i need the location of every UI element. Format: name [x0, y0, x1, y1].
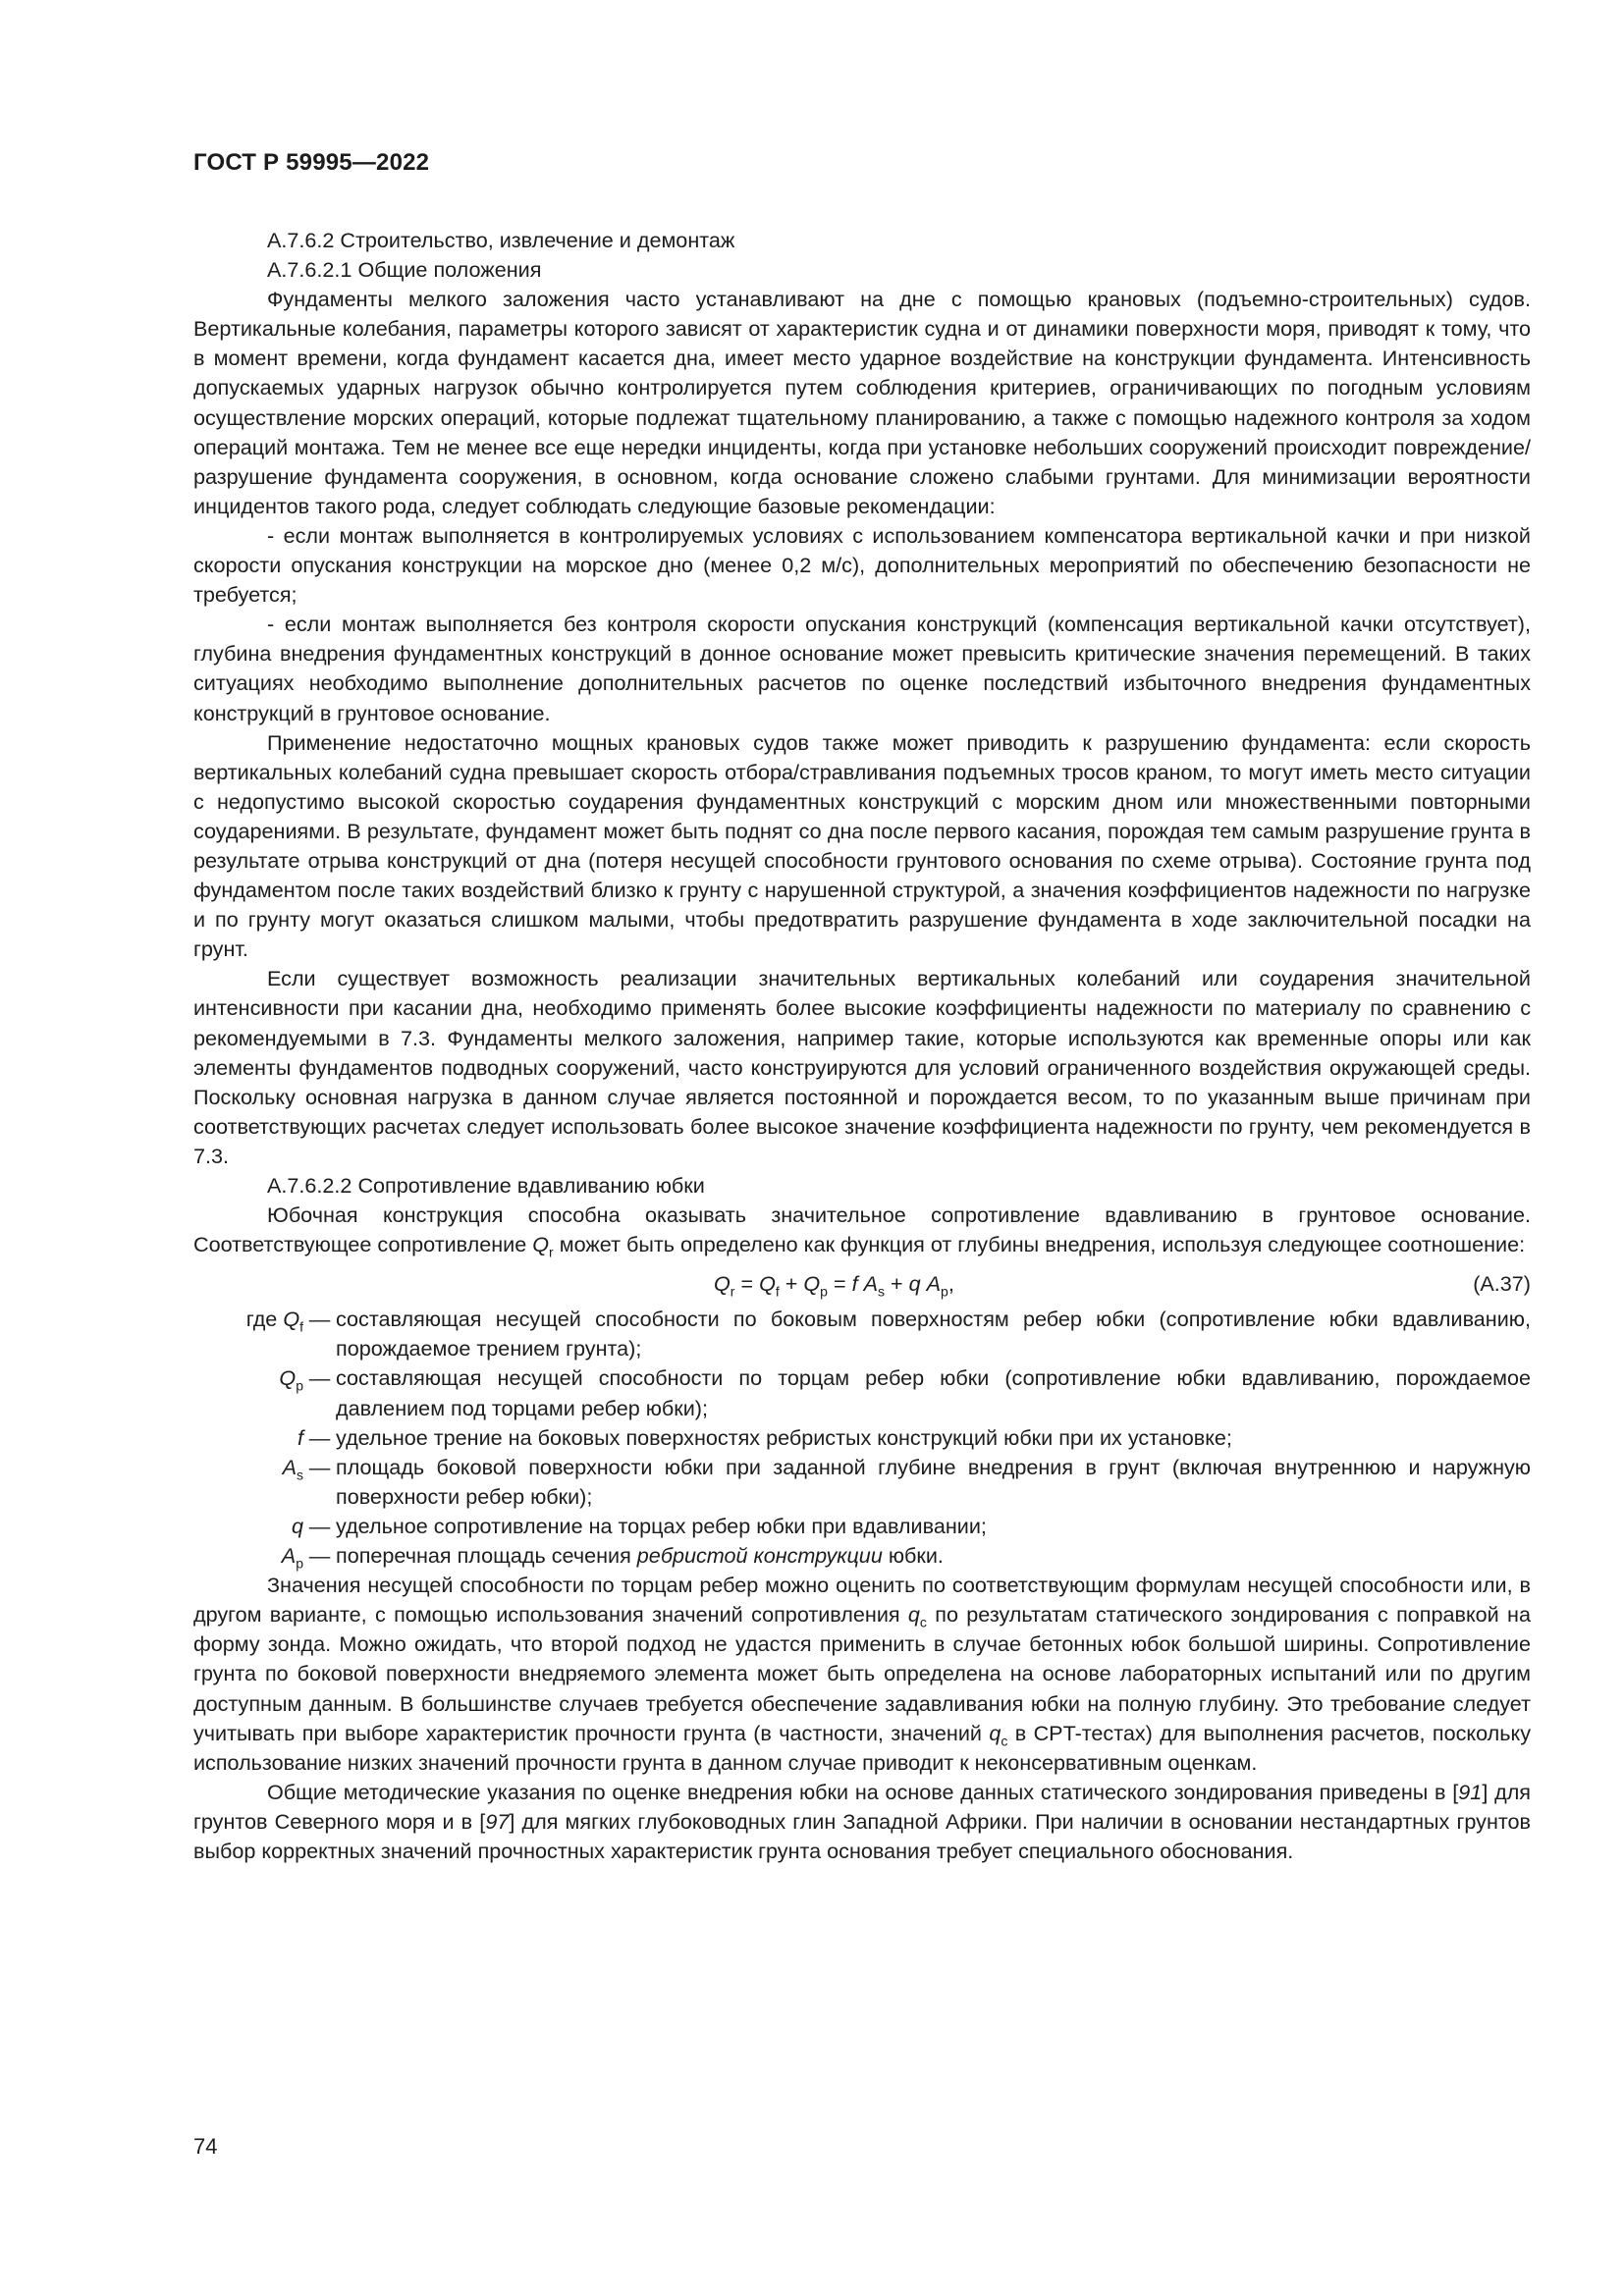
definition-item: где $Q_f$ — составляющая несущей способности по боковым поверхностям ребер юбки (сопротивление юбки вдавливанию, порождаемое трением грунта); — [245, 1307, 1531, 1362]
bullet-item: - если монтаж выполняется без контроля скорости опускания конструкций (компенсация вертикальной качки отсутствует), глубина внедрения фундаментных конструкций в донное основание может превысить критические значения перемещений. В таких ситуациях необходимо выполнение дополнительных расчетов по оценке последствий избыточного внедрения фундаментных конструкций в грунтовое основание. — [193, 612, 1531, 725]
equation — [193, 1263, 1531, 1301]
bullet-item: - если монтаж выполняется в контролируемых условиях с использованием компенсатора вертикальной качки и при низкой скорости опускания конструкции на морское дно (менее 0,2 м/с), дополнительных мероприятий по обеспечению безопасности не требуется; — [193, 522, 1531, 608]
definitions-list — [193, 1305, 1531, 1571]
paragraph: Если существует возможность реализации значительных вертикальных колебаний или соударения значительной интенсивности при касании дна, необходимо применять более высокие коэффициенты надежности по материалу по сравнению с рекомендуемыми в 7.3. Фундаменты мелкого заложения, например такие, которые используются как временные опоры или как элементы фундаментов подводных сооружений, часто конструируются для условий ограниченного воздействия окружающей среды. Поскольку основная нагрузка в данном случае является постоянной и порождается весом, то по указанным выше причинам при соответствующих расчетах следует использовать более высокое значение коэффициента надежности по грунту, чем рекомендуется в 7.3. — [193, 966, 1531, 1168]
paragraph: Юбочная конструкция способна оказывать значительное сопротивление вдавливанию в грунтовое основание. Соответствующее сопротивление $Q_r$ может быть определено как функция от глубины внедрения, используя следующее соотношение: — [193, 1202, 1531, 1260]
document-body — [193, 226, 1531, 1866]
page-number: 74 — [193, 2134, 218, 2159]
equation-formula: $Q_r = Q_f + Q_p = f$ $A_s + q$ $A_p$, — [714, 1271, 954, 1300]
paragraph: Фундаменты мелкого заложения часто устанавливают на дне с помощью крановых (подъемно-строительных) судов. Вертикальные колебания, параметры которого зависят от характеристик судна и от динамики поверхности моря, приводят к тому, что в момент времени, когда фундамент касается дна, имеет место ударное воздействие на конструкции фундамента. Интенсивность допускаемых ударных нагрузок обычно контролируется путем соблюдения критериев, ограничивающих по погодным условиям осуществление морских операций, которые подлежат тщательному планированию, а также с помощью надежного контроля за ходом операций монтажа. Тем не менее все еще нередки инциденты, когда при установке небольших сооружений происходит повреждение/разрушение фундамента сооружения, в основном, когда основание сложено слабыми грунтами. Для минимизации вероятности инцидентов такого рода, следует соблюдать следующие базовые рекомендации: — [193, 287, 1531, 518]
definition-item: q — удельное сопротивление на торцах ребер юбки при вдавливании; — [291, 1513, 987, 1538]
citation-ref: 91 — [1458, 1779, 1483, 1804]
definition-item: $A_s$ — площадь боковой поверхности юбки при заданной глубине внедрения в грунт (включая внутреннюю и наружную поверхности ребер юбки); — [282, 1454, 1531, 1509]
paragraph: Применение недостаточно мощных крановых судов также может приводить к разрушению фундамента: если скорость вертикальных колебаний судна превышает скорость отбора/стравливания подъемных тросов краном, то могут иметь место ситуации с недопустимо высокой скоростью соударения фундаментных конструкций с морским дном или множественными повторными соударениями. В результате, фундамент может быть поднят со дна после первого касания, порождая тем самым разрушение грунта в результате отрыва конструкций от дна (потеря несущей способности грунтового основания по схеме отрыва). Состояние грунта под фундаментом после таких воздействий близко к грунту с нарушенной структурой, а значения коэффициентов надежности по нагрузке и по грунту могут оказаться слишком малыми, чтобы предотвратить разрушение фундамента в ходе заключительной посадки на грунт. — [193, 729, 1531, 962]
subsection-heading: А.7.6.2.2 Сопротивление вдавливанию юбки — [267, 1173, 705, 1198]
citation-ref: 97 — [485, 1808, 510, 1834]
subsection-heading: А.7.6.2.1 Общие положения — [267, 257, 542, 283]
equation-number: (А.37) — [1473, 1271, 1531, 1297]
standard-header: ГОСТ Р 59995—2022 — [193, 149, 430, 176]
definition-item: $Q_p$ — составляющая несущей способности по торцам ребер юбки (сопротивление юбки вдавливанию, порождаемое давлением под торцами ребер юбки); — [279, 1365, 1531, 1420]
subsection-heading: А.7.6.2 Строительство, извлечение и демонтаж — [267, 228, 735, 252]
paragraph: Общие методические указания по оценке внедрения юбки на основе данных статического зондирования приведены в [91] для грунтов Северного моря и в [97] для мягких глубоководных глин Западной Африки. При наличии в основании нестандартных грунтов выбор корректных значений прочностных характеристик грунта основания требует специального обоснования. — [193, 1779, 1531, 1863]
definition-item: f — удельное трение на боковых поверхностях ребристых конструкций юбки при их установке; — [298, 1424, 1232, 1450]
paragraph: Значения несущей способности по торцам ребер можно оценить по соответствующим формулам несущей способности или, в другом варианте, с помощью использования значений сопротивления $q_c$ по результатам статического зондирования с поправкой на форму зонда. Можно ожидать, что второй подход не удастся применить в случае бетонных юбок большой ширины. Сопротивление грунта по боковой поверхности внедряемого элемента может быть определена на основе лабораторных испытаний или по другим доступным данным. В большинстве случаев требуется обеспечение задавливания юбки на полную глубину. Это требование следует учитывать при выборе характеристик прочности грунта (в частности, значений $q_c$ в CPT-тестах) для выполнения расчетов, поскольку использование низких значений прочности грунта в данном случае приводит к неконсервативным оценкам. — [193, 1573, 1531, 1775]
definition-item: $A_p$ — поперечная площадь сечения ребристой конструкции юбки. — [281, 1543, 944, 1572]
